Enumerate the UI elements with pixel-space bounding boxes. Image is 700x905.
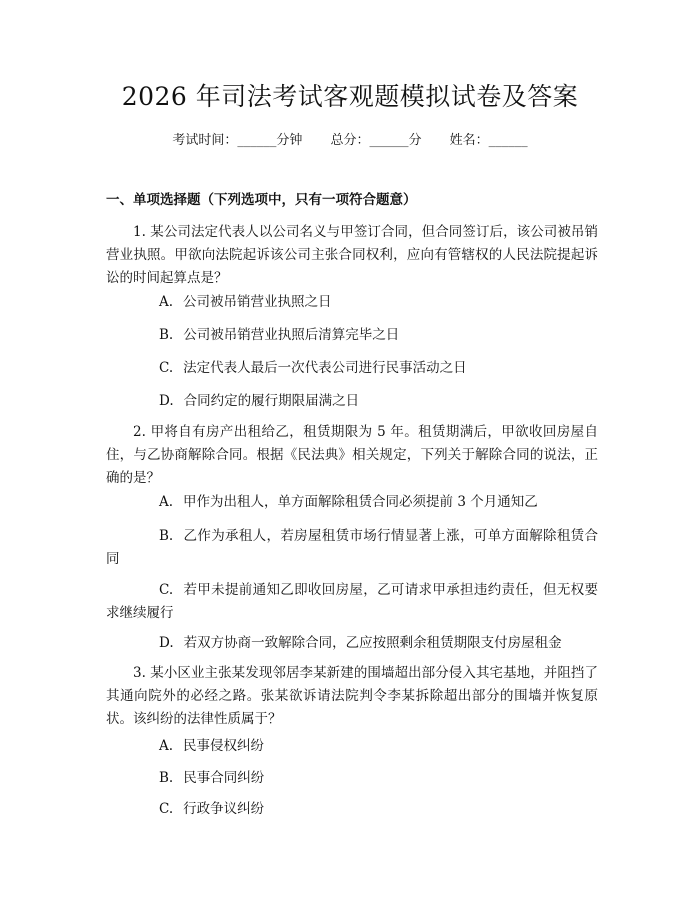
question-3-option-c	[106, 798, 598, 821]
option-text: 法定代表人最后一次代表公司进行民事活动之日	[183, 360, 467, 376]
option-letter: D.	[159, 393, 174, 409]
section-heading: 一、单项选择题（下列选项中，只有一项符合题意）	[106, 192, 417, 208]
option-letter: A.	[159, 738, 174, 754]
option-text: 若双方协商一致解除合同，乙应按照剩余租赁期限支付房屋租金	[183, 635, 562, 651]
question-3	[106, 662, 598, 731]
question-number: 1.	[133, 224, 146, 240]
question-2-option-d	[106, 632, 598, 655]
question-1-option-a	[106, 291, 598, 314]
option-text: 公司被吊销营业执照之日	[183, 294, 332, 310]
question-1-option-d	[106, 390, 598, 413]
option-text: 民事侵权纠纷	[183, 738, 265, 754]
question-1-option-c	[106, 357, 598, 380]
option-text: 乙作为承租人，若房屋租赁市场行情显著上涨，可单方面解除租赁合同	[106, 528, 598, 567]
option-text: 民事合同纠纷	[183, 770, 265, 786]
option-letter: C.	[159, 801, 174, 817]
option-letter: C.	[159, 582, 174, 598]
option-letter: B.	[159, 770, 174, 786]
question-number: 3.	[133, 665, 146, 681]
option-letter: A.	[159, 494, 174, 510]
option-text: 合同约定的履行期限届满之日	[183, 393, 360, 409]
question-2	[106, 421, 598, 490]
option-text: 行政争议纠纷	[183, 801, 265, 817]
question-3-option-a	[106, 735, 598, 758]
total-score-field: 总分：______分	[330, 133, 422, 148]
question-2-option-b	[106, 525, 598, 571]
question-1-option-b	[106, 324, 598, 347]
question-text: 某公司法定代表人以公司名义与甲签订合同，但合同签订后，该公司被吊销营业执照。甲欲向法院起诉该公司主张合同权利，应向有管辖权的人民法院提起诉讼的时间起算点是？	[106, 224, 599, 286]
student-name-field: 姓名：______	[449, 133, 528, 148]
exam-meta	[0, 131, 700, 151]
question-text: 某小区业主张某发现邻居李某新建的围墙超出部分侵入其宅基地，并阻挡了其通向院外的必经之路。张某欲诉请法院判令李某拆除超出部分的围墙并恢复原状。该纠纷的法律性质属于？	[106, 665, 599, 727]
question-number: 2.	[133, 424, 146, 440]
question-3-option-b	[106, 767, 598, 790]
page-title: 2026 年司法考试客观题模拟试卷及答案	[121, 82, 579, 111]
option-letter: A.	[159, 294, 174, 310]
exam-time-field: 考试时间：______分钟	[172, 133, 303, 148]
option-text: 甲作为出租人，单方面解除租赁合同必须提前 3 个月通知乙	[183, 494, 538, 510]
option-text: 若甲未提前通知乙即收回房屋，乙可请求甲承担违约责任，但无权要求继续履行	[106, 582, 598, 621]
question-2-option-c	[106, 579, 598, 625]
option-letter: C.	[159, 360, 174, 376]
question-text: 甲将自有房产出租给乙，租赁期限为 5 年。租赁期满后，甲欲收回房屋自住，与乙协商解除合同。根据《民法典》相关规定，下列关于解除合同的说法，正确的是？	[106, 424, 599, 486]
question-1	[106, 221, 598, 290]
option-letter: B.	[159, 528, 174, 544]
option-letter: B.	[159, 327, 174, 343]
option-letter: D.	[159, 635, 174, 651]
question-2-option-a	[106, 491, 598, 514]
option-text: 公司被吊销营业执照后清算完毕之日	[183, 327, 400, 343]
